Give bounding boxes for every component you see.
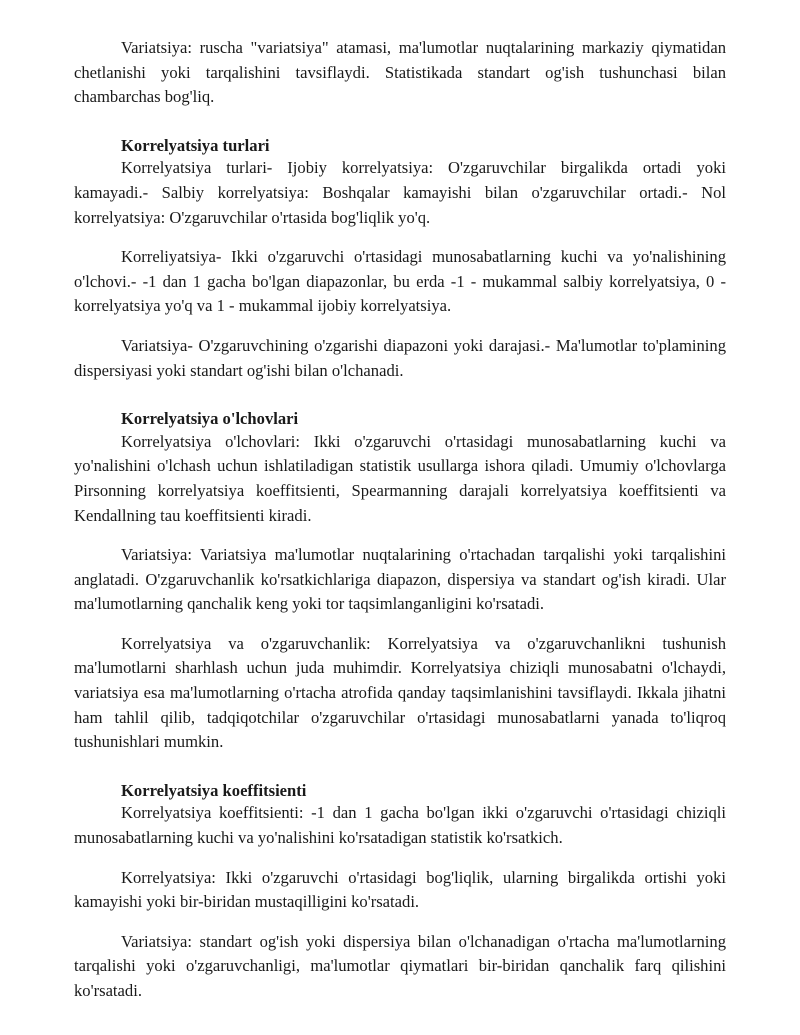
paragraph-korrelyatsiya-boglikik: Korrelyatsiya: Ikki o'zgaruvchi o'rtasidagi bog'liqlik, ularning birgalikda ortishi yoki kamayishi yoki bir-biridan mustaqilligini ko'rsatadi. bbox=[74, 867, 726, 912]
paragraph-variatsiya-intro: Variatsiya: ruscha "variatsiya" atamasi, ma'lumotlar nuqtalarining markaziy qiymatidan chetlanishi yoki tarqalishini tavsiflaydi. Statistikada standart og'ish tushunchasi bilan chambarchas bog'liq. bbox=[74, 38, 726, 107]
paragraph-variatsiya-diapazon: Variatsiya- O'zgaruvchining o'zgarishi diapazoni yoki darajasi.- Ma'lumotlar to'plamining dispersiyasi yoki standart og'ishi bilan o'lchanadi. bbox=[74, 335, 726, 380]
paragraph-korrelyatsiya-olchovlari: Korrelyatsiya o'lchovlari: Ikki o'zgaruvchi o'rtasidagi munosabatlarning kuchi va yo'nalishini o'lchash uchun ishlatiladigan statistik usullarga ishora qiladi. Umumiy o'lchovlarga Pirsonning korrelyatsiya koeffitsienti, Spearmanning darajali korrelyatsiya koeffitsienti va Kendallning tau koeffitsienti kiradi. bbox=[74, 431, 726, 525]
document-page bbox=[74, 36, 726, 1019]
heading-korrelyatsiya-olchovlari: Korrelyatsiya o'lchovlari bbox=[121, 409, 299, 429]
paragraph-korreliyatsiya: Korreliyatsiya- Ikki o'zgaruvchi o'rtasidagi munosabatlarning kuchi va yo'nalishining o'lchovi.- -1 dan 1 gacha bo'lgan diapazonlar, bu erda -1 - mukammal salbiy korrelyatsiya, 0 - korrelyatsiya yo'q va 1 - mukammal ijobiy korrelyatsiya. bbox=[74, 247, 726, 316]
paragraph-korrelyatsiya-koeffitsienti: Korrelyatsiya koeffitsienti: -1 dan 1 gacha bo'lgan ikki o'zgaruvchi o'rtasidagi chiziqli munosabatlarning kuchi va yo'nalishini ko'rsatadigan statistik ko'rsatkich. bbox=[74, 803, 726, 848]
heading-korrelyatsiya-koeffitsienti: Korrelyatsiya koeffitsienti bbox=[121, 780, 307, 800]
paragraph-korrelyatsiya-turlari: Korrelyatsiya turlari- Ijobiy korrelyatsiya: O'zgaruvchilar birgalikda ortadi yoki kamayadi.- Salbiy korrelyatsiya: Boshqalar kamayishi bilan o'zgaruvchilar ortadi.- Nol korrelyatsiya: O'zgaruvchilar o'rtasida bog'liqlik yo'q. bbox=[74, 158, 726, 227]
heading-korrelyatsiya-turlari: Korrelyatsiya turlari bbox=[121, 135, 270, 155]
paragraph-korrelyatsiya-va-ozgaruvchanlik: Korrelyatsiya va o'zgaruvchanlik: Korrelyatsiya va o'zgaruvchanlikni tushunish ma'lumotlarni sharhlash uchun juda muhimdir. Korrelyatsiya chiziqli munosabatni o'lchaydi, variatsiya esa ma'lumotlarning o'rtacha atrofida qanday taqsimlanishini tavsiflaydi. Ikkala jihatni ham tahlil qilib, tadqiqotchilar o'zgaruvchilar o'rtasidagi munosabatlarni yanada to'liqroq tushunishlari mumkin. bbox=[74, 633, 726, 752]
paragraph-variatsiya-tarqalish: Variatsiya: Variatsiya ma'lumotlar nuqtalarining o'rtachadan tarqalishi yoki tarqalishini anglatadi. O'zgaruvchanlik ko'rsatkichlariga diapazon, dispersiya va standart og'ish kiradi. Ular ma'lumotlarning qanchalik keng yoki tor taqsimlanganligini ko'rsatadi. bbox=[74, 545, 726, 614]
paragraph-variatsiya-standart: Variatsiya: standart og'ish yoki dispersiya bilan o'lchanadigan o'rtacha ma'lumotlarning tarqalishi yoki o'zgaruvchanligi, ma'lumotlar qiymatlari bir-biridan qanchalik farq qilishini ko'rsatadi. bbox=[74, 931, 726, 1000]
